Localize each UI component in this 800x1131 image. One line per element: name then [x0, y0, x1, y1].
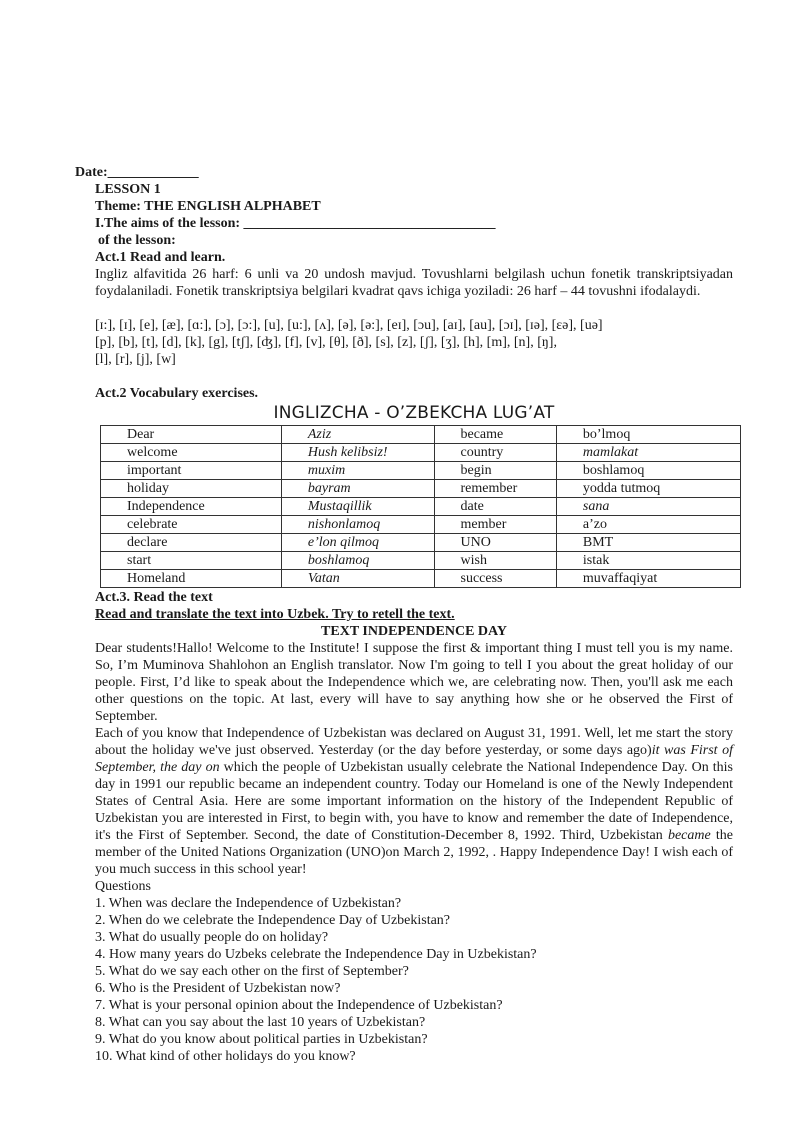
table-row	[101, 534, 741, 552]
question-item: 8. What can you say about the last 10 years of Uzbekistan?	[95, 1015, 426, 1030]
lesson-aims: I.The aims of the lesson: ____________________________________	[95, 216, 496, 231]
question-item: 3. What do usually people do on holiday?	[95, 930, 329, 945]
question-item: 4. How many years do Uzbeks celebrate the Independence Day in Uzbekistan?	[95, 947, 537, 962]
table-cell: remember	[434, 480, 556, 498]
table-cell: e’lon qilmoq	[281, 534, 434, 552]
table-cell: boshlamoq	[281, 552, 434, 570]
act3-instruction: Read and translate the text into Uzbek. Try to retell the text.	[95, 607, 455, 622]
table-cell: begin	[434, 462, 556, 480]
table-row	[101, 462, 741, 480]
table-cell: istak	[556, 552, 740, 570]
table-cell: a’zo	[556, 516, 740, 534]
question-item: 9. What do you know about political parties in Uzbekistan?	[95, 1032, 428, 1047]
table-row	[101, 480, 741, 498]
table-cell: UNO	[434, 534, 556, 552]
table-cell: welcome	[101, 444, 282, 462]
table-cell: sana	[556, 498, 740, 516]
text-title: TEXT INDEPENDENCE DAY	[321, 624, 507, 639]
table-cell: Aziz	[281, 426, 434, 444]
para2-part-d: became	[667, 828, 711, 843]
para2-part-a: Each of you know that Independence of Uzbekistan was declared on August 31, 1991. Well, let me start the story about the holiday we've just observed. Yesterday (or the day before yesterday, or some days ago)	[95, 726, 733, 758]
para2-part-b: it was First of September, the day on	[95, 743, 733, 775]
act1-text: Ingliz alfavitida 26 harf: 6 unli va 20 undosh mavjud. Tovushlarni belgilash uchun fonetik transkriptsiyadan foydalaniladi. Fonetik transkriptsiya belgilari kvadrat qavs ichiga yoziladi: 26 harf – 44 tovushni ifodalaydi.	[95, 267, 733, 299]
date-label: Date:_____________	[75, 165, 199, 180]
act2-heading: Act.2 Vocabulary exercises.	[95, 386, 259, 401]
text-paragraph-1: Dear students!Hallo! Welcome to the Institute! I suppose the first & important thing I must tell you is my name. So, I’m Muminova Shahlohon an English translator. Now I'm going to tell I you about the great holiday of our people. First, I’d like to speak about the Independence which we, are celebrating now. Then, you'll ask me each other questions on the topic. At last, every will have to say anything how she or he observed the First of September.	[95, 641, 733, 724]
table-cell: country	[434, 444, 556, 462]
table-cell: mamlakat	[556, 444, 740, 462]
vocabulary-table-title: INGLIZCHA - O’ZBEKCHA LUG’AT	[273, 403, 555, 423]
table-row	[101, 498, 741, 516]
table-cell: Independence	[101, 498, 282, 516]
table-cell: important	[101, 462, 282, 480]
ipa-vowels: [ɪ:], [ɪ], [e], [æ], [ɑ:], [ɔ], [ɔ:], [u], [u:], [ʌ], [ə], [ə:], [eɪ], [ɔu], [aɪ], [au], [ɔɪ], [ɪə], [ɛə], [uə]	[95, 318, 603, 333]
questions-label: Questions	[95, 879, 151, 894]
table-cell: Vatan	[281, 570, 434, 588]
question-item: 10. What kind of other holidays do you know?	[95, 1049, 356, 1064]
table-cell: declare	[101, 534, 282, 552]
table-cell: wish	[434, 552, 556, 570]
table-cell: success	[434, 570, 556, 588]
table-row	[101, 444, 741, 462]
table-cell: Mustaqillik	[281, 498, 434, 516]
table-row	[101, 570, 741, 588]
table-cell: boshlamoq	[556, 462, 740, 480]
ipa-consonants-end: [l], [r], [j], [w]	[95, 352, 176, 367]
para2-part-e: the member of the United Nations Organization (UNO)on March 2, 1992, . Happy Independence Day! I wish each of you much success in this school year!	[95, 828, 733, 877]
table-row	[101, 516, 741, 534]
table-cell: nishonlamoq	[281, 516, 434, 534]
vocabulary-table	[100, 425, 741, 588]
table-cell: yodda tutmoq	[556, 480, 740, 498]
table-cell: BMT	[556, 534, 740, 552]
act3-heading: Act.3. Read the text	[95, 590, 213, 605]
table-cell: became	[434, 426, 556, 444]
table-row	[101, 552, 741, 570]
table-cell: member	[434, 516, 556, 534]
lesson-number: LESSON 1	[95, 182, 161, 197]
table-cell: bayram	[281, 480, 434, 498]
table-cell: date	[434, 498, 556, 516]
text-paragraph-2	[95, 725, 733, 878]
table-cell: muvaffaqiyat	[556, 570, 740, 588]
table-row	[101, 426, 741, 444]
act1-heading: Act.1 Read and learn.	[95, 250, 226, 265]
table-cell: start	[101, 552, 282, 570]
question-item: 6. Who is the President of Uzbekistan now?	[95, 981, 341, 996]
ipa-consonants: [p], [b], [t], [d], [k], [g], [tʃ], [ʤ], [f], [v], [θ], [ð], [s], [z], [ʃ], [ʒ], [h], [m], [n], [ŋ],	[95, 335, 557, 350]
lesson-theme: Theme: THE ENGLISH ALPHABET	[95, 199, 321, 214]
table-cell: holiday	[101, 480, 282, 498]
question-item: 7. What is your personal opinion about the Independence of Uzbekistan?	[95, 998, 503, 1013]
table-cell: Dear	[101, 426, 282, 444]
table-cell: bo’lmoq	[556, 426, 740, 444]
question-item: 1. When was declare the Independence of Uzbekistan?	[95, 896, 402, 911]
para2-part-c: which the people of Uzbekistan usually celebrate the National Independence Day. On this day in 1991 our republic became an independent country. Today our Homeland is one of the Newly Independent States of Central Asia. Here are some important information on the history of the Independent Republic of Uzbekistan you are interested in First, to begin with, you have to know and remember the date of Independence, it's the First of September. Second, the date of Constitution-December 8, 1992. Third, Uzbekistan	[95, 760, 734, 843]
table-cell: muxim	[281, 462, 434, 480]
question-item: 2. When do we celebrate the Independence Day of Uzbekistan?	[95, 913, 451, 928]
table-cell: celebrate	[101, 516, 282, 534]
table-cell: Homeland	[101, 570, 282, 588]
lesson-aims-continued: of the lesson:	[98, 233, 176, 248]
question-item: 5. What do we say each other on the first of September?	[95, 964, 409, 979]
table-cell: Hush kelibsiz!	[281, 444, 434, 462]
